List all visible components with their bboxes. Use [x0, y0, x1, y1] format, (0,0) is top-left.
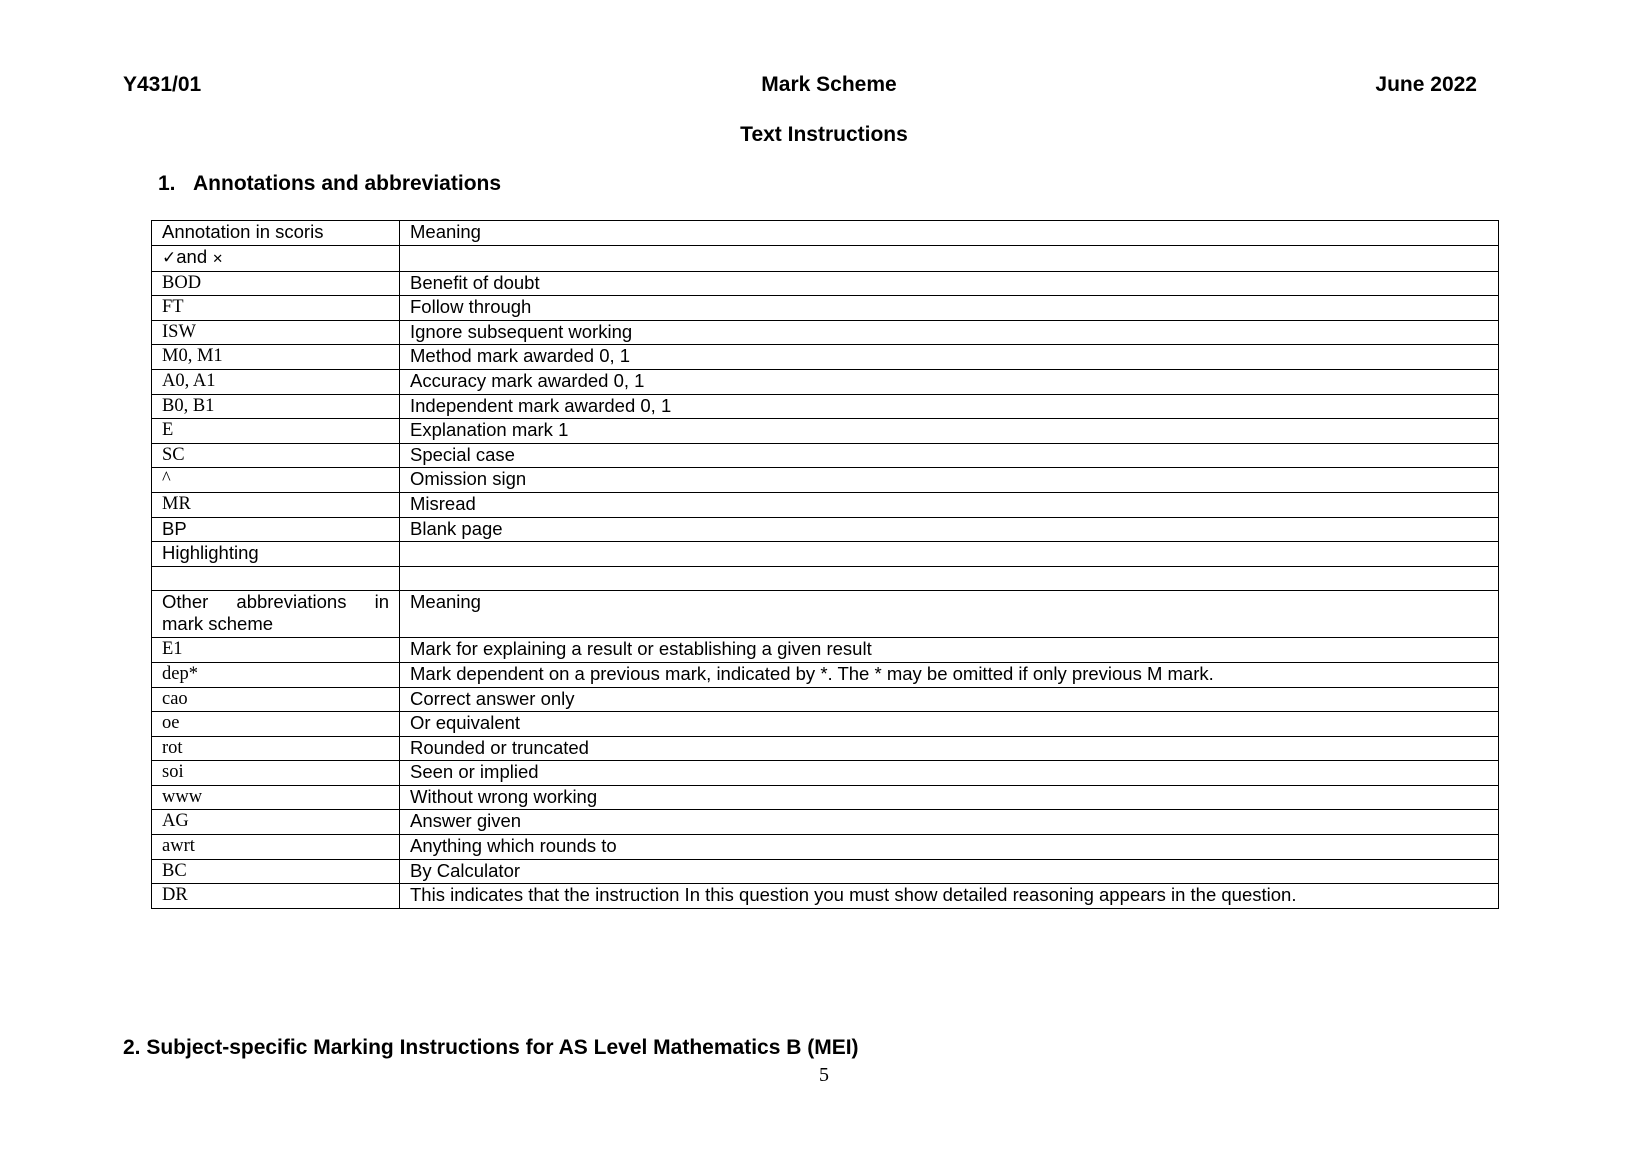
abbreviation-cell: E — [152, 419, 400, 444]
meaning-cell: Blank page — [400, 517, 1499, 542]
meaning-cell: Benefit of doubt — [400, 271, 1499, 296]
abbreviation-cell: BP — [152, 517, 400, 542]
meaning-cell: Omission sign — [400, 468, 1499, 493]
abbreviation-cell: dep* — [152, 662, 400, 687]
abbreviation-cell: www — [152, 785, 400, 810]
table-header-row — [152, 221, 1499, 246]
abbreviation-cell: rot — [152, 736, 400, 761]
check-cross-meaning — [400, 245, 1499, 271]
header-cell-meaning-other: Meaning — [400, 591, 1499, 638]
annotations-table — [151, 220, 1499, 909]
abbreviation-cell: M0, M1 — [152, 345, 400, 370]
meaning-cell: By Calculator — [400, 859, 1499, 884]
section-title: Text Instructions — [740, 123, 908, 146]
meaning-cell: Rounded or truncated — [400, 736, 1499, 761]
table-row — [152, 542, 1499, 567]
meaning-cell: Mark dependent on a previous mark, indicated by *. The * may be omitted if only previous M mark. — [400, 662, 1499, 687]
meaning-cell: Seen or implied — [400, 761, 1499, 786]
table-row — [152, 638, 1499, 663]
meaning-cell: Mark for explaining a result or establishing a given result — [400, 638, 1499, 663]
table-row — [152, 662, 1499, 687]
meaning-cell: Follow through — [400, 296, 1499, 321]
meaning-cell: Without wrong working — [400, 785, 1499, 810]
meaning-cell: Special case — [400, 443, 1499, 468]
abbreviation-cell: Highlighting — [152, 542, 400, 567]
meaning-cell: Or equivalent — [400, 712, 1499, 737]
document-date: June 2022 — [1375, 73, 1477, 96]
abbreviation-cell: cao — [152, 687, 400, 712]
check-cross-cell — [152, 245, 400, 271]
table-row — [152, 345, 1499, 370]
meaning-cell: Explanation mark 1 — [400, 419, 1499, 444]
table-row — [152, 468, 1499, 493]
header-cell-other-abbreviations: Other abbreviations in mark scheme — [152, 591, 400, 638]
table-row-check-cross — [152, 245, 1499, 271]
table-row — [152, 419, 1499, 444]
table-row — [152, 884, 1499, 909]
meaning-cell: Independent mark awarded 0, 1 — [400, 394, 1499, 419]
document-code: Y431/01 — [123, 73, 202, 96]
spacer-cell — [152, 566, 400, 591]
abbreviation-cell: E1 — [152, 638, 400, 663]
check-icon: ✓ — [162, 247, 177, 268]
table-row — [152, 296, 1499, 321]
table-row — [152, 492, 1499, 517]
table-row — [152, 859, 1499, 884]
meaning-cell: This indicates that the instruction In this question you must show detailed reasoning appears in the question. — [400, 884, 1499, 909]
abbreviation-cell: FT — [152, 296, 400, 321]
meaning-cell: Ignore subsequent working — [400, 320, 1499, 345]
table-row — [152, 785, 1499, 810]
table-row — [152, 810, 1499, 835]
page-number: 5 — [819, 1064, 829, 1086]
heading-text: Annotations and abbreviations — [193, 172, 502, 195]
abbreviation-cell: BC — [152, 859, 400, 884]
meaning-cell: Anything which rounds to — [400, 835, 1499, 860]
meaning-cell: Correct answer only — [400, 687, 1499, 712]
section-heading-marking-instructions: 2. Subject-specific Marking Instructions for AS Level Mathematics B (MEI) — [123, 1036, 859, 1059]
abbreviation-cell: MR — [152, 492, 400, 517]
abbreviation-cell: A0, A1 — [152, 369, 400, 394]
abbreviation-cell: SC — [152, 443, 400, 468]
table-row — [152, 369, 1499, 394]
table-row — [152, 761, 1499, 786]
and-text: and — [176, 245, 208, 267]
table-row — [152, 443, 1499, 468]
table-row — [152, 394, 1499, 419]
table-row — [152, 517, 1499, 542]
table-row — [152, 687, 1499, 712]
header-cell-meaning: Meaning — [400, 221, 1499, 246]
heading-number: 1. — [158, 172, 176, 195]
table-row — [152, 712, 1499, 737]
abbreviation-cell: awrt — [152, 835, 400, 860]
abbreviation-cell: DR — [152, 884, 400, 909]
spacer-cell — [400, 566, 1499, 591]
abbreviation-cell: oe — [152, 712, 400, 737]
table-row — [152, 835, 1499, 860]
meaning-cell: Accuracy mark awarded 0, 1 — [400, 369, 1499, 394]
abbreviation-cell: AG — [152, 810, 400, 835]
abbreviation-cell: soi — [152, 761, 400, 786]
table-header-row-other — [152, 591, 1499, 638]
table-row — [152, 271, 1499, 296]
document-title: Mark Scheme — [761, 73, 897, 96]
cross-icon: ✕ — [212, 251, 224, 267]
table-row — [152, 736, 1499, 761]
table-spacer-row — [152, 566, 1499, 591]
abbreviation-cell: ISW — [152, 320, 400, 345]
abbreviation-cell: B0, B1 — [152, 394, 400, 419]
meaning-cell: Misread — [400, 492, 1499, 517]
abbreviation-cell: BOD — [152, 271, 400, 296]
meaning-cell — [400, 542, 1499, 567]
meaning-cell: Method mark awarded 0, 1 — [400, 345, 1499, 370]
table-row — [152, 320, 1499, 345]
meaning-cell: Answer given — [400, 810, 1499, 835]
abbreviation-cell: ^ — [152, 468, 400, 493]
section-heading-annotations — [158, 171, 501, 197]
header-cell-annotation: Annotation in scoris — [152, 221, 400, 246]
